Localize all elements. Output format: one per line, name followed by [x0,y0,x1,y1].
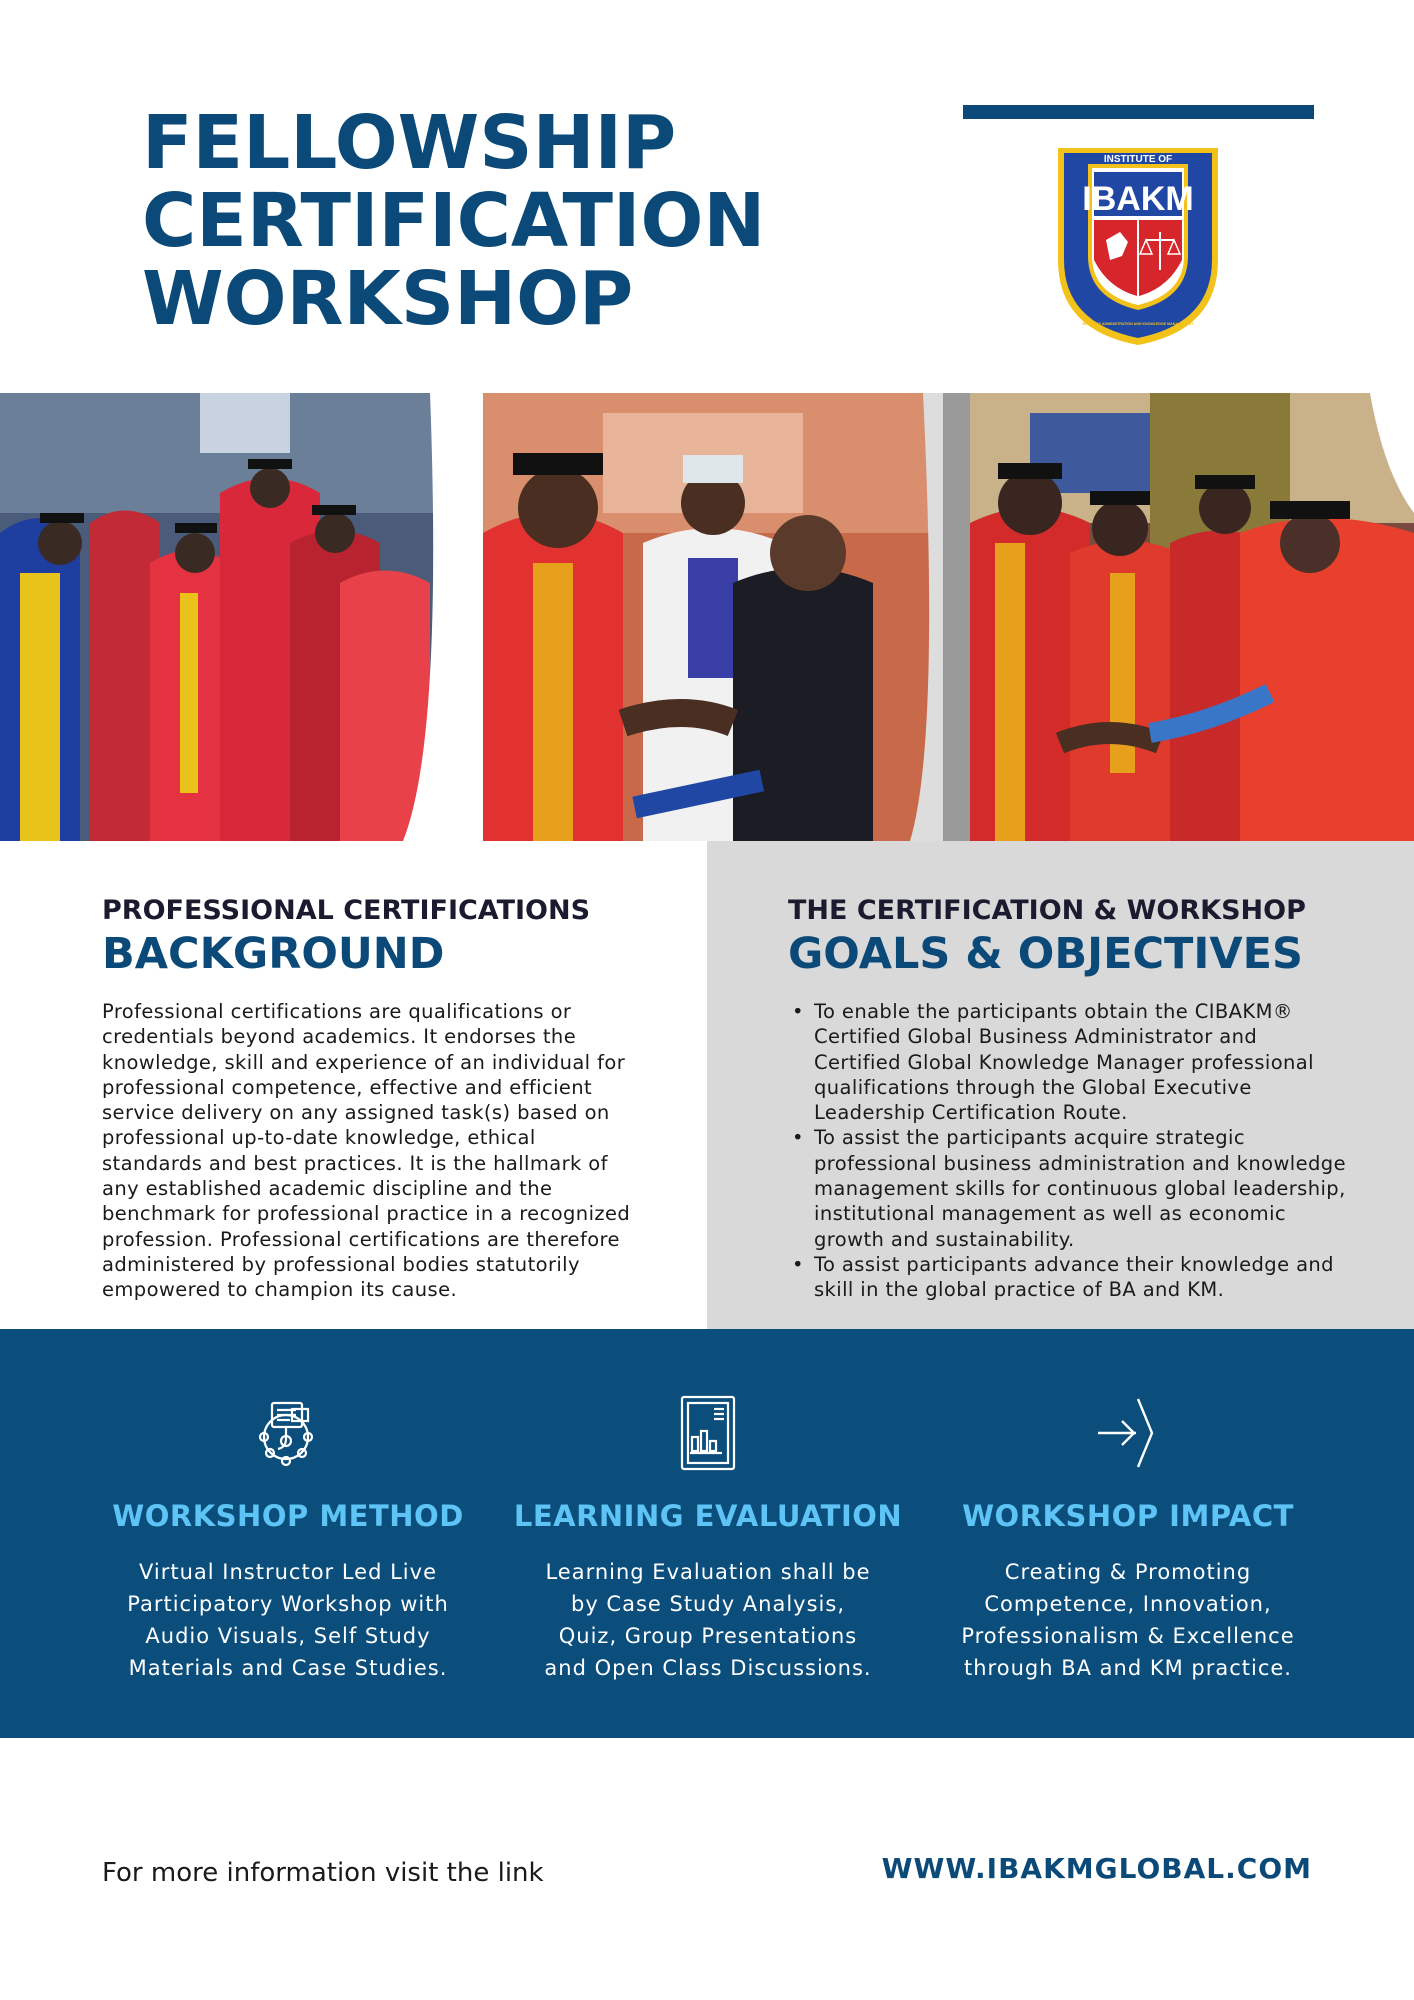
photo-graduates-in-academic-gowns [0,393,483,841]
ibakm-logo [1048,140,1228,350]
background-line: empowered to champion its cause. [102,1278,458,1302]
feature-body: Learning Evaluation shall be by Case Study Analysis, Quiz, Group Presentations and Open Class Discussions. [544,1560,872,1680]
background-line: professional competence, effective and efficient [102,1075,593,1099]
goals-heading: GOALS & OBJECTIVES [788,929,1303,979]
logo-top-text: INSTITUTE OF [1103,154,1173,165]
website-link[interactable]: WWW.IBAKMGLOBAL.COM [881,1852,1312,1885]
workshop-impact-icon [1088,1393,1168,1473]
photo-fellows-handshake-ceremony [970,393,1414,841]
ibakm-shield-icon [1048,140,1228,350]
background-line: administered by professional bodies statutorily [102,1252,580,1276]
title-line-3: WORKSHOP [142,256,634,342]
background-paragraph [102,999,662,1303]
goal-item: • To assist participants advance their knowledge and skill in the global practice of BA and KM. [788,1252,1348,1303]
title-line-1: FELLOWSHIP [142,100,677,186]
goals-list [788,999,1348,1303]
page-title [142,100,782,342]
background-line: professional up-to-date knowledge, ethical [102,1126,536,1150]
background-line: Professional certifications are qualifications or [102,1000,572,1023]
feature-title: WORKSHOP IMPACT [962,1499,1294,1533]
goals-section [707,841,1414,1329]
svg-text:IBAKM: IBAKM [1082,180,1194,218]
feature-body: Virtual Instructor Led Live Participatory Workshop with Audio Visuals, Self Study Materials and Case Studies. [127,1560,449,1680]
feature-title: WORKSHOP METHOD [112,1499,464,1533]
background-line: standards and best practices. It is the hallmark of [102,1151,608,1175]
feature-body: Creating & Promoting Competence, Innovation, Professionalism & Excellence through BA and KM practice. [961,1560,1295,1680]
title-line-2: CERTIFICATION [142,178,766,264]
features-band [0,1329,1414,1738]
background-line: credentials beyond academics. It endorses the [102,1025,577,1049]
background-line: any established academic discipline and the [102,1177,553,1201]
background-line: profession. Professional certifications are therefore [102,1227,620,1251]
learning-evaluation-icon [668,1393,748,1473]
background-section [0,841,707,1329]
background-line: service delivery on any assigned task(s) based on [102,1101,610,1125]
goal-item: • To assist the participants acquire strategic professional business administration and knowledge management skills for continuous global leadership, institutional management as well as economic growth and sustainability. [788,1125,1348,1251]
background-kicker: PROFESSIONAL CERTIFICATIONS [102,895,591,926]
background-line: knowledge, skill and experience of an individual for [102,1050,626,1074]
footer-info-text: For more information visit the link [102,1858,544,1888]
workshop-method-icon [248,1393,328,1473]
photo-strip [0,393,1414,841]
background-line: benchmark for professional practice in a recognized [102,1202,631,1226]
goals-kicker: THE CERTIFICATION & WORKSHOP [788,895,1306,926]
background-heading: BACKGROUND [102,929,445,979]
logo-ring-text: BUSINESS ADMINISTRATION AND KNOWLEDGE MANAGEMENT [1082,322,1194,326]
photo-handshake-with-certificate [483,393,970,841]
feature-title: LEARNING EVALUATION [513,1499,903,1533]
header-accent-bar [963,105,1314,119]
goal-item: • To enable the participants obtain the CIBAKM® Certified Global Business Administrator and Certified Global Knowledge Manager professional qualifications through the Global Executive Leadership Certification Route. [788,999,1348,1125]
